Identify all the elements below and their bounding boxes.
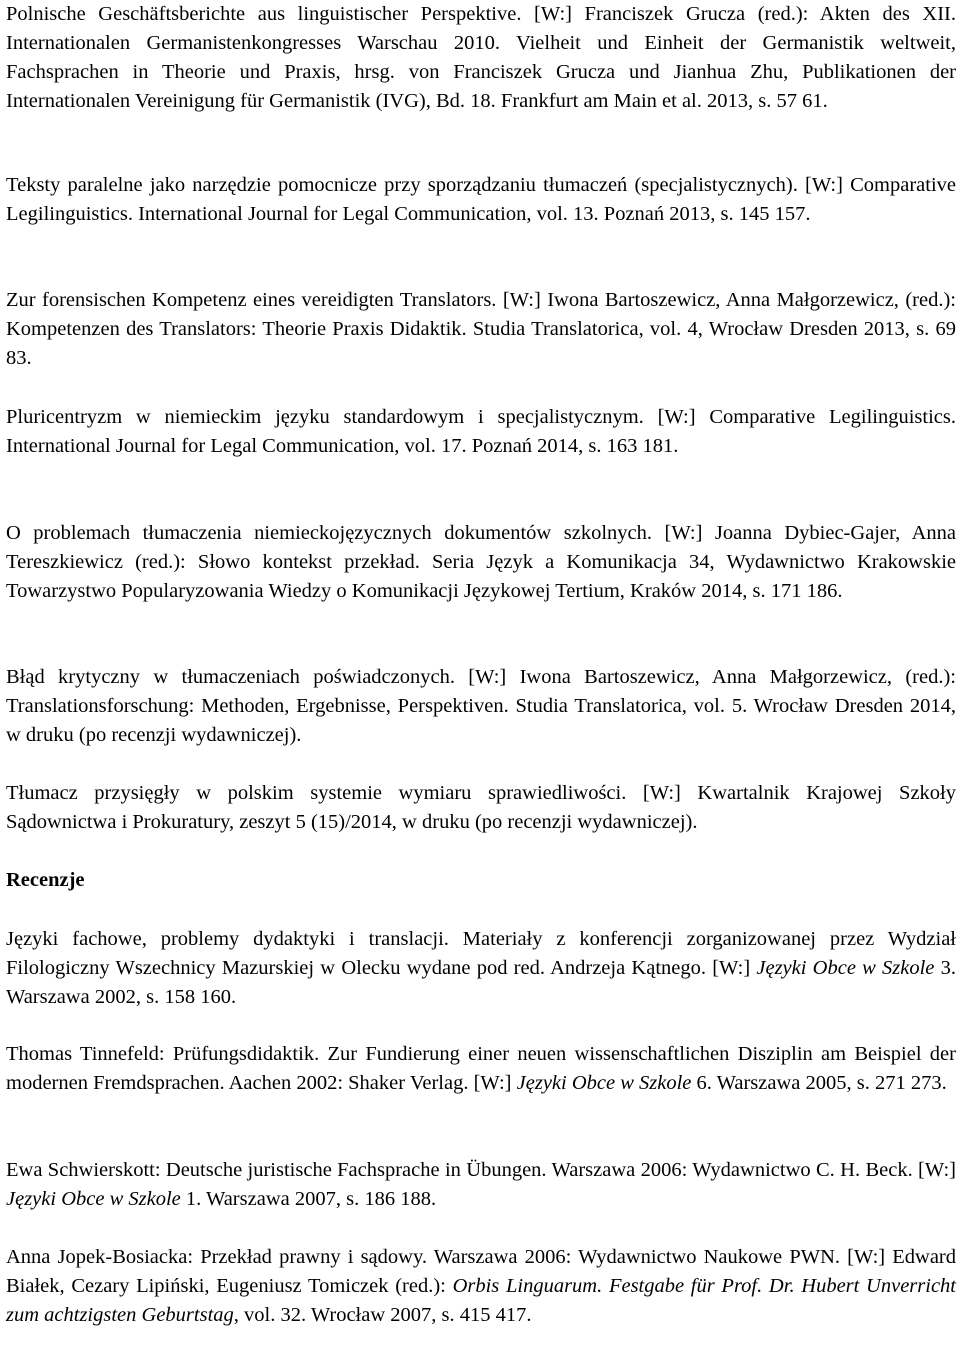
section-heading-reviews: Recenzje [6,869,85,891]
journal-title: Języki Obce w Szkole [756,957,935,979]
review-text: Języki fachowe, problemy dydaktyki i translacji. Materiały z konferencji zorganizowanej przez Wydział Filologiczny Wszechnicy Mazurskiej w Olecku wydane pod red. Andrzeja Kątnego. [W:] [6,928,956,979]
publication-entry: Błąd krytyczny w tłumaczeniach poświadczonych. [W:] Iwona Bartoszewicz, Anna Małgorzewicz, (red.): Translationsforschung: Methoden, Ergebnisse, Perspektiven. Studia Translatorica, vol. 5. Wrocław Dresden 2014, w druku (po recenzji wydawniczej). [6,666,956,746]
review-entry [6,1156,956,1214]
review-text: Thomas Tinnefeld: Prüfungsdidaktik. Zur Fundierung einer neuen wissenschaftlichen Disziplin am Beispiel der modernen Fremdsprachen. Aachen 2002: Shaker Verlag. [W:] [6,1043,956,1094]
review-text: 1. Warszawa 2007, s. 186 188. [180,1188,437,1210]
review-text: 3. Warszawa 2002, s. 158 160. [6,957,956,1008]
book-title: Orbis Linguarum. Festgabe für Prof. Dr. Hubert Unverricht zum achtzigsten Geburtstag [6,1275,956,1326]
review-text: , vol. 32. Wrocław 2007, s. 415 417. [233,1304,532,1326]
review-entry [6,1040,956,1098]
review-text: Ewa Schwierskott: Deutsche juristische Fachsprache in Übungen. Warszawa 2006: Wydawnictwo C. H. Beck. [W:] [6,1159,956,1181]
review-entry [6,1243,956,1330]
publication-entry: Zur forensischen Kompetenz eines vereidigten Translators. [W:] Iwona Bartoszewicz, Anna Małgorzewicz, (red.): Kompetenzen des Translators: Theorie Praxis Didaktik. Studia Translatorica, vol. 4, Wrocław Dresden 2013, s. 69 83. [6,289,956,369]
publication-entry: Pluricentryzm w niemieckim języku standardowym i specjalistycznym. [W:] Comparative Legilinguistics. International Journal for Legal Communication, vol. 17. Poznań 2014, s. 163 181. [6,406,956,457]
review-entry [6,925,956,1012]
publication-entry: Polnische Geschäftsberichte aus linguistischer Perspektive. [W:] Franciszek Grucza (red.): Akten des XII. Internationalen Germanistenkongresses Warschau 2010. Vielheit und Einheit der Germanistik weltweit, Fachsprachen in Theorie und Praxis, hrsg. von Franciszek Grucza und Jianhua Zhu, Publikationen der Internationalen Vereinigung für Germanistik (IVG), Bd. 18. Frankfurt am Main et al. 2013, s. 57 61. [6,3,956,112]
publication-entry: Tłumacz przysięgły w polskim systemie wymiaru sprawiedliwości. [W:] Kwartalnik Krajowej Szkoły Sądownictwa i Prokuratury, zeszyt 5 (15)/2014, w druku (po recenzji wydawniczej). [6,782,956,833]
review-text: 6. Warszawa 2005, s. 271 273. [691,1072,947,1094]
publication-entry: O problemach tłumaczenia niemieckojęzycznych dokumentów szkolnych. [W:] Joanna Dybiec-Gajer, Anna Tereszkiewicz (red.): Słowo kontekst przekład. Seria Język a Komunikacja 34, Wydawnictwo Krakowskie Towarzystwo Popularyzowania Wiedzy o Komunikacji Językowej Tertium, Kraków 2014, s. 171 186. [6,522,956,602]
publication-entry: Teksty paralelne jako narzędzie pomocnicze przy sporządzaniu tłumaczeń (specjalistycznych). [W:] Comparative Legilinguistics. International Journal for Legal Communication, vol. 13. Poznań 2013, s. 145 157. [6,174,956,225]
journal-title: Języki Obce w Szkole [516,1072,692,1094]
review-text: Anna Jopek-Bosiacka: Przekład prawny i sądowy. Warszawa 2006: Wydawnictwo Naukowe PWN. [W:] Edward Białek, Cezary Lipiński, Eugeniusz Tomiczek (red.): [6,1246,956,1297]
journal-title: Języki Obce w Szkole [6,1188,181,1210]
